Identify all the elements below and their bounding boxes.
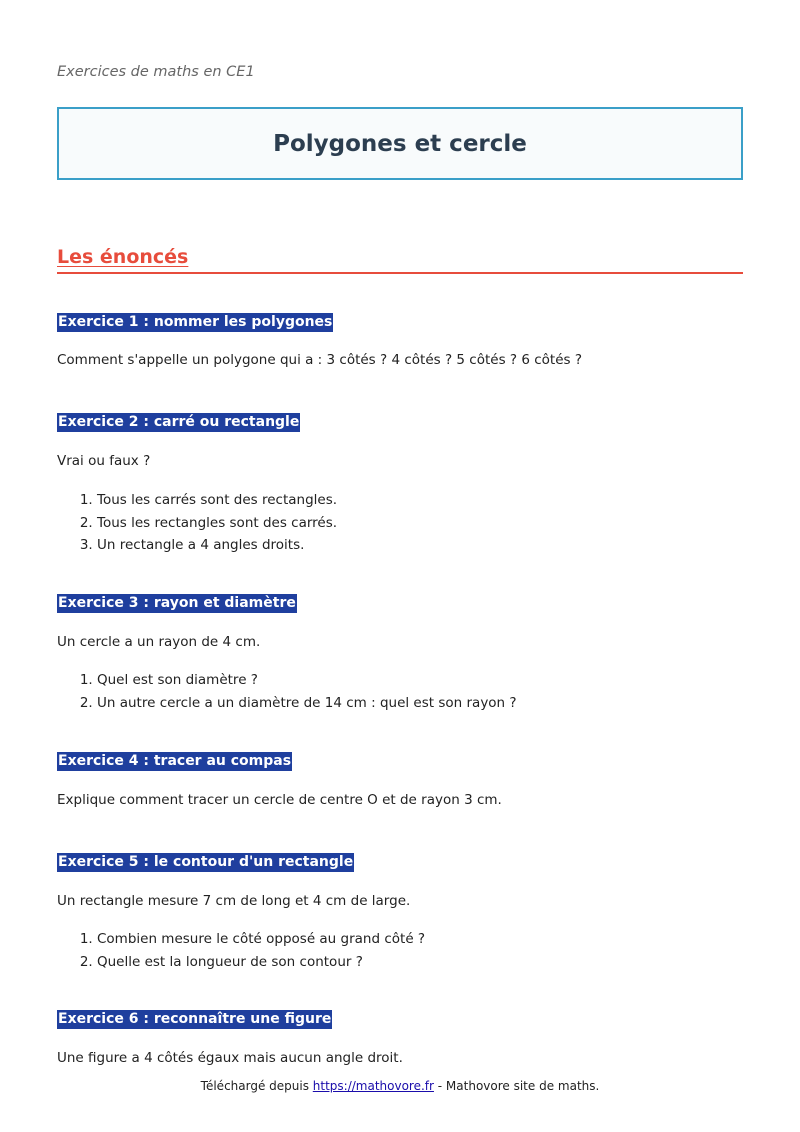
exercise-2-list — [57, 489, 337, 557]
document-subtitle: Exercices de maths en CE1 — [57, 64, 255, 80]
exercise-2-text: Vrai ou faux ? — [57, 453, 151, 469]
footer-prefix: Téléchargé depuis — [200, 1079, 313, 1093]
footer-suffix: - Mathovore site de maths. — [433, 1079, 600, 1093]
section-header — [57, 246, 743, 274]
footer-link[interactable]: https://mathovore.fr — [312, 1079, 434, 1093]
list-item: 2. Un autre cercle a un diamètre de 14 cm : quel est son rayon ? — [97, 692, 517, 715]
page-footer — [0, 1079, 800, 1093]
list-item: 3. Un rectangle a 4 angles droits. — [97, 534, 337, 557]
exercise-4-heading: Exercice 4 : tracer au compas — [58, 753, 292, 769]
exercise-1-text: Comment s'appelle un polygone qui a : 3 côtés ? 4 côtés ? 5 côtés ? 6 côtés ? — [57, 352, 582, 368]
page-title: Polygones et cercle — [273, 130, 527, 157]
exercise-5-heading: Exercice 5 : le contour d'un rectangle — [58, 854, 354, 870]
exercise-5-list — [57, 928, 425, 973]
exercise-6-heading: Exercice 6 : reconnaître une figure — [58, 1011, 332, 1027]
exercise-5-text: Un rectangle mesure 7 cm de long et 4 cm de large. — [57, 893, 411, 909]
list-item: 2. Tous les rectangles sont des carrés. — [97, 512, 337, 535]
title-box — [57, 107, 743, 180]
exercise-6-text: Une figure a 4 côtés égaux mais aucun angle droit. — [57, 1050, 403, 1066]
list-item: 2. Quelle est la longueur de son contour ? — [97, 951, 425, 974]
list-item: 1. Tous les carrés sont des rectangles. — [97, 489, 337, 512]
exercise-1-heading: Exercice 1 : nommer les polygones — [58, 314, 333, 330]
list-item: 1. Quel est son diamètre ? — [97, 669, 517, 692]
section-title: Les énoncés — [57, 246, 189, 268]
exercise-4-text: Explique comment tracer un cercle de centre O et de rayon 3 cm. — [57, 792, 502, 808]
exercise-2-heading: Exercice 2 : carré ou rectangle — [58, 414, 300, 430]
exercise-3-list — [57, 669, 517, 714]
exercise-3-text: Un cercle a un rayon de 4 cm. — [57, 634, 261, 650]
exercise-3-heading: Exercice 3 : rayon et diamètre — [58, 595, 296, 611]
list-item: 1. Combien mesure le côté opposé au grand côté ? — [97, 928, 425, 951]
